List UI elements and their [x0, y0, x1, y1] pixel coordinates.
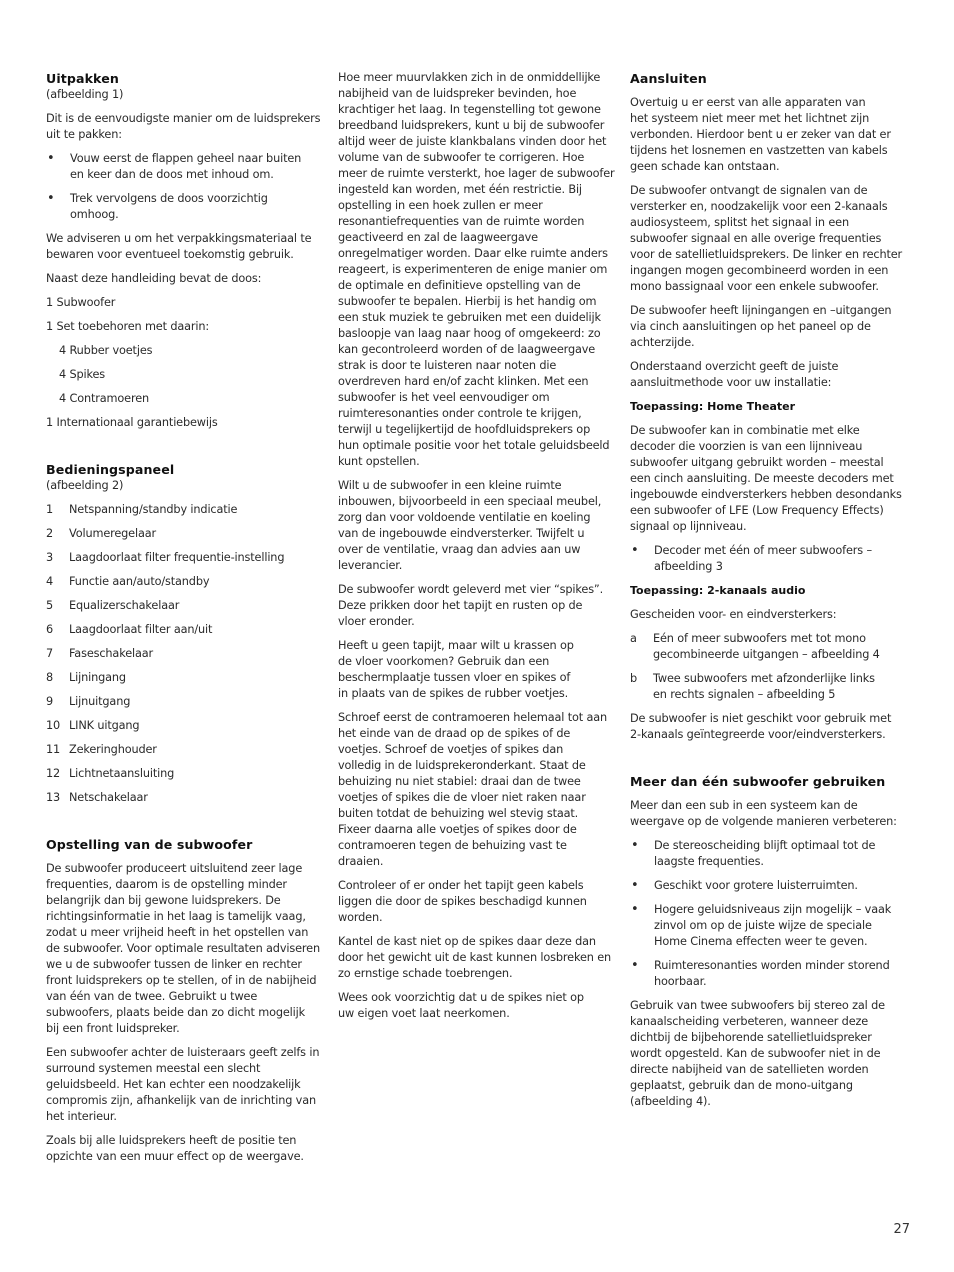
- bullet-marker: •: [631, 878, 639, 893]
- item-number: 11: [46, 743, 61, 756]
- item-label: Zekeringhouder: [69, 743, 157, 756]
- bullet-text: Vouw eerst de flappen geheel naar buiten en keer dan de doos met inhoud om.: [70, 152, 302, 181]
- figure-reference: (afbeelding 2): [46, 479, 124, 492]
- paragraph: Dit is de eenvoudigste manier om de luidsprekers uit te pakken:: [46, 112, 321, 141]
- item-number: 6: [46, 623, 54, 636]
- paragraph: We adviseren u om het verpakkingsmateriaal te bewaren voor eventueel toekomstig gebruik.: [46, 232, 312, 261]
- item-text: Eén of meer subwoofers met tot mono gecombineerde uitgangen – afbeelding 4: [653, 632, 880, 661]
- paragraph: Meer dan een sub in een systeem kan de weergave op de volgende manieren verbeteren:: [630, 799, 897, 828]
- bullet-text: Geschikt voor grotere luisterruimten.: [654, 879, 858, 892]
- item-label: Lijningang: [69, 671, 126, 684]
- paragraph: De subwoofer ontvangt de signalen van de versterker en, noodzakelijk voor een 2-kanaals audiosysteem, splitst het signaal in een subwoofer signaal en alle overige frequenties voor de satellietluidsprekers. De linker en rechter ingangen mogen gecombineerd worden in een mono bassignaal voor een enkele subwoofer.: [630, 184, 903, 293]
- bullet-text: Ruimteresonanties worden minder storend hoorbaar.: [654, 959, 890, 988]
- control-item: [46, 646, 326, 662]
- paragraph: Kantel de kast niet op de spikes daar deze dan door het gewicht uit de kast kunnen losbreken en zo ernstige schade toebrengen.: [338, 935, 612, 980]
- bullet-item: [46, 191, 326, 223]
- item-number: 7: [46, 647, 54, 660]
- item-label: Functie aan/auto/standby: [69, 575, 210, 588]
- paragraph: Zoals bij alle luidsprekers heeft de positie ten opzichte van een muur effect op de weergave.: [46, 1134, 304, 1163]
- item-number: 1: [46, 503, 54, 516]
- control-item: [46, 550, 326, 566]
- paragraph: De subwoofer produceert uitsluitend zeer lage frequenties, daarom is de opstelling minder belangrijk dan bij gewone luidsprekers. De richtingsinformatie in het laag is tamelijk vaag, zodat u meer vrijheid heeft in het opstellen van de subwoofer. Voor optimale resultaten adviseren we u de subwoofer tussen de linker en rechter front luidsprekers op te stellen, of in de nabijheid van één van de twee. Gebruikt u twee subwoofers, plaats beide dan zo dicht mogelijk bij een front luidspreker.: [46, 862, 320, 1035]
- bullet-item: [630, 838, 912, 870]
- control-item: [46, 598, 326, 614]
- bullet-text: De stereoscheiding blijft optimaal tot de laagste frequenties.: [654, 839, 876, 868]
- item-number: 8: [46, 671, 54, 684]
- contents-item: 1 Internationaal garantiebewijs: [46, 416, 218, 429]
- section-heading-meer-subwoofers: Meer dan één subwoofer gebruiken: [630, 774, 886, 789]
- item-label: Lijnuitgang: [69, 695, 131, 708]
- subheading-home-theater: Toepassing: Home Theater: [630, 400, 796, 413]
- item-number: 9: [46, 695, 54, 708]
- section-heading-bedieningspaneel: Bedieningspaneel: [46, 462, 175, 477]
- lettered-item: [630, 631, 912, 663]
- bullet-text: Decoder met één of meer subwoofers – afbeelding 3: [654, 544, 872, 573]
- item-label: Lichtnetaansluiting: [69, 767, 175, 780]
- paragraph: Gescheiden voor- en eindversterkers:: [630, 608, 837, 621]
- paragraph: De subwoofer heeft lijningangen en –uitgangen via cinch aansluitingen op het paneel op de achterzijde.: [630, 304, 892, 349]
- paragraph: Heeft u geen tapijt, maar wilt u krassen op de vloer voorkomen? Gebruik dan een beschermplaatje tussen vloer en spikes of in plaats van de spikes de rubber voetjes.: [338, 639, 574, 700]
- control-item: [46, 670, 326, 686]
- item-number: 2: [46, 527, 54, 540]
- item-number: 3: [46, 551, 54, 564]
- figure-reference: (afbeelding 1): [46, 88, 124, 101]
- item-label: Netschakelaar: [69, 791, 148, 804]
- bullet-item: [630, 878, 912, 894]
- paragraph: Overtuig u er eerst van alle apparaten van het systeem niet meer met het lichtnet zijn verbonden. Hierdoor bent u er zeker van dat er tijdens het losnemen en vastzetten van kabels geen schade kan ontstaan.: [630, 96, 891, 173]
- control-item: [46, 790, 326, 806]
- bullet-marker: •: [631, 958, 639, 973]
- bullet-item: [630, 902, 912, 950]
- paragraph: Naast deze handleiding bevat de doos:: [46, 272, 262, 285]
- control-item: [46, 718, 326, 734]
- item-label: LINK uitgang: [69, 719, 140, 732]
- control-item: [46, 742, 326, 758]
- section-heading-opstelling: Opstelling van de subwoofer: [46, 837, 253, 852]
- bullet-marker: •: [631, 902, 639, 917]
- item-number: 10: [46, 719, 61, 732]
- item-letter: b: [630, 672, 638, 685]
- paragraph: Onderstaand overzicht geeft de juiste aansluitmethode voor uw installatie:: [630, 360, 839, 389]
- paragraph: Wees ook voorzichtig dat u de spikes niet op uw eigen voet laat neerkomen.: [338, 991, 584, 1020]
- column-right: [630, 70, 912, 1118]
- column-left: [46, 70, 326, 1173]
- item-label: Faseschakelaar: [69, 647, 154, 660]
- contents-subitem: 4 Contramoeren: [59, 392, 150, 405]
- paragraph: Gebruik van twee subwoofers bij stereo zal de kanaalscheiding verbeteren, wanneer deze dichtbij de bijbehorende satellietluidspreker wordt opgesteld. Kan de subwoofer niet in de directe nabijheid van de satellieten worden geplaatst, gebruik dan de mono-uitgang (afbeelding 4).: [630, 999, 885, 1108]
- contents-subitem: 4 Rubber voetjes: [59, 344, 153, 357]
- item-label: Laagdoorlaat filter frequentie-instelling: [69, 551, 285, 564]
- paragraph: Een subwoofer achter de luisteraars geeft zelfs in surround systemen meestal een slecht geluidsbeeld. Het kan echter een noodzakelijk compromis zijn, afhankelijk van de inrichting van het interieur.: [46, 1046, 320, 1123]
- bullet-text: Hogere geluidsniveaus zijn mogelijk – vaak zinvol om op de juiste wijze de speciale Home Cinema effecten weer te geven.: [654, 903, 892, 948]
- item-number: 5: [46, 599, 54, 612]
- page-number: 27: [893, 1222, 910, 1237]
- control-item: [46, 526, 326, 542]
- item-number: 13: [46, 791, 61, 804]
- section-heading-uitpakken: Uitpakken: [46, 71, 119, 86]
- bullet-item: [46, 151, 326, 183]
- section-heading-aansluiten: Aansluiten: [630, 71, 707, 86]
- control-item: [46, 574, 326, 590]
- item-label: Equalizerschakelaar: [69, 599, 180, 612]
- paragraph: De subwoofer is niet geschikt voor gebruik met 2-kanaals geïntegreerde voor/eindversterkers.: [630, 712, 892, 741]
- contents-item: 1 Subwoofer: [46, 296, 116, 309]
- control-item: [46, 694, 326, 710]
- control-item: [46, 502, 326, 518]
- column-middle: [338, 70, 620, 1030]
- item-label: Laagdoorlaat filter aan/uit: [69, 623, 213, 636]
- contents-subitem: 4 Spikes: [59, 368, 106, 381]
- item-number: 4: [46, 575, 54, 588]
- item-text: Twee subwoofers met afzonderlijke links en rechts signalen – afbeelding 5: [653, 672, 875, 701]
- control-item: [46, 622, 326, 638]
- bullet-marker: •: [631, 838, 639, 853]
- bullet-text: Trek vervolgens de doos voorzichtig omhoog.: [70, 192, 268, 221]
- lettered-item: [630, 671, 912, 703]
- subheading-2-kanaals-audio: Toepassing: 2-kanaals audio: [630, 584, 806, 597]
- item-letter: a: [630, 632, 637, 645]
- paragraph: De subwoofer kan in combinatie met elke decoder die voorzien is van een lijnniveau subwoofer uitgang gebruikt worden – meestal een cinch aansluiting. De meeste decoders met ingebouwde eindversterkers hebben desondanks een subwoofer of LFE (Low Frequency Effects) signaal op lijnniveau.: [630, 424, 902, 533]
- bullet-item: [630, 958, 912, 990]
- bullet-marker: •: [47, 151, 55, 166]
- paragraph: De subwoofer wordt geleverd met vier “spikes”. Deze prikken door het tapijt en rusten op de vloer eronder.: [338, 583, 604, 628]
- control-item: [46, 766, 326, 782]
- bullet-item: [630, 543, 912, 575]
- item-label: Volumeregelaar: [69, 527, 157, 540]
- contents-item: 1 Set toebehoren met daarin:: [46, 320, 210, 333]
- control-list: [46, 502, 326, 806]
- paragraph: Controleer of er onder het tapijt geen kabels liggen die door de spikes beschadigd kunnen worden.: [338, 879, 587, 924]
- item-number: 12: [46, 767, 61, 780]
- paragraph: Wilt u de subwoofer in een kleine ruimte inbouwen, bijvoorbeeld in een speciaal meubel, zorg dan voor voldoende ventilatie en koeling van de ingebouwde eindversterker. Twijfelt u over de ventilatie, vraag dan advies aan uw leverancier.: [338, 479, 602, 572]
- bullet-marker: •: [47, 191, 55, 206]
- paragraph: Schroef eerst de contramoeren helemaal tot aan het einde van de draad op de spikes of de voetjes. Schroef de voetjes of spikes dan volledig in de luidsprekeronderkant. Staat de behuizing nu niet stabiel: draai dan de twee voetjes of spikes die de vloer niet raken naar buiten totdat de behuizing wel stevig staat. Fixeer daarna alle voetjes of spikes door de contramoeren tegen de behuizing vast te draaien.: [338, 711, 608, 868]
- item-label: Netspanning/standby indicatie: [69, 503, 238, 516]
- bullet-marker: •: [631, 543, 639, 558]
- paragraph: Hoe meer muurvlakken zich in de onmiddellijke nabijheid van de luidspreker bevinden, hoe krachtiger het laag. In tegenstelling tot gewone breedband luidsprekers, kunt u bij de subwoofer altijd weer de juiste klankbalans vinden door het volume van de subwoofer te corrigeren. Hoe meer de ruimte versterkt, hoe lager de subwoofer ingesteld kan worden, met één restrictie. Bij opstelling in een hoek zullen er meer resonantiefrequenties van de ruimte worden geactiveerd en zal de laagweergave onregelmatiger worden. Daar elke ruimte anders reageert, is experimenteren de enige manier om de optimale en definitieve opstelling van de subwoofer te bepalen. Hierbij is het handig om een stuk muziek te gebruiken met een duidelijk basloopje van laag naar hoog of omgekeerd: zo kan gecontroleerd worden of de laagweergave strak is door te luisteren naar noten die overdreven hard en/of zacht klinken. Met een subwoofer is het veel eenvoudiger om ruimteresonanties onder controle te krijgen, terwijl u tegelijkertijd de hoofdluidsprekers op hun optimale positie voor het totale geluidsbeeld kunt opstellen.: [338, 71, 615, 468]
